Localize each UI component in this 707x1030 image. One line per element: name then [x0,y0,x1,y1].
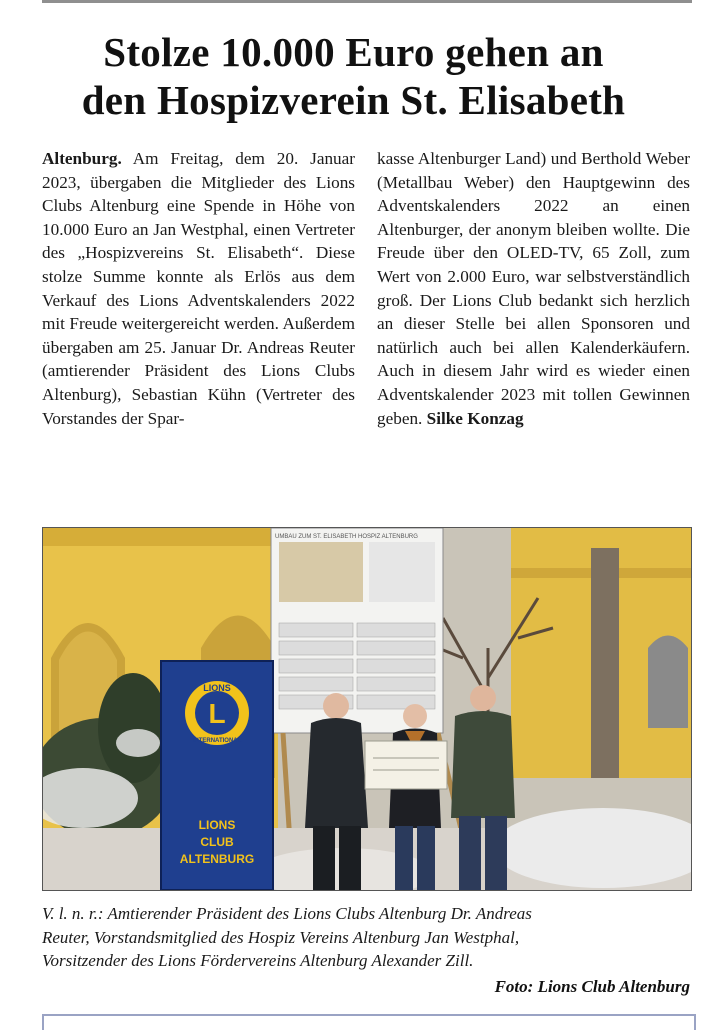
banner-text-2: CLUB [200,835,234,849]
article-headline [30,28,677,124]
column-2-text: kasse Altenburger Land) und Berthold Weber (Metallbau Weber) den Hauptgewinn des Adventskalenders 2022 an einen Altenburger, der anonym bleiben wollte. Die Freude über den OLED-TV, 65 Zoll, zum Wert von 2.000 Euro, war selbstverständlich groß. Der Lions Club bedankt sich herzlich an dieser Stelle bei allen Sponsoren und natürlich auch bei allen Kalenderkäufern. Auch in diesem Jahr wird es wieder einen Adventskalender 2023 mit tollen Gewinnen geben. [377,149,690,428]
article-column-right [377,147,690,430]
headline-line-1: Stolze 10.000 Euro gehen an [103,29,604,75]
photo-illustration [43,528,691,890]
article-column-left [42,147,355,430]
caption-line-3: Vorsitzender des Lions Fördervereins Altenburg Alexander Zill. [42,951,474,970]
headline-line-2: den Hospizverein St. Elisabeth [81,77,626,123]
banner-text-3: ALTENBURG [179,852,255,866]
column-1-text: Am Freitag, dem 20. Januar 2023, übergaben die Mitglieder des Lions Clubs Altenburg eine Spende in Höhe von 10.000 Euro an Jan Westphal, einen Vertreter des „Hospizvereins St. Elisabeth“. Diese stolze Summe konnte als Erlös aus dem Verkauf des Lions Adventskalenders 2022 mit Freude weitergereicht werden. Außerdem übergaben am 25. Januar Dr. Andreas Reuter (amtierender Präsident des Lions Clubs Altenburg), Sebastian Kühn (Vertreter des Vorstandes der Spar- [42,149,355,428]
banner-logo-lions: LIONS [203,683,231,693]
photo-credit: Foto: Lions Club Altenburg [494,977,690,996]
banner-text-1: LIONS [198,818,236,832]
next-article-frame [42,1014,696,1030]
banner-logo-international: INTERNATIONAL [192,738,242,744]
caption-line-2: Reuter, Vorstandsmitglied des Hospiz Vereins Altenburg Jan Westphal, [42,927,520,947]
photo-caption [42,902,690,973]
caption-line-1: V. l. n. r.: Amtierender Präsident des Lions Clubs Altenburg Dr. Andreas [42,904,532,923]
top-rule [42,0,692,3]
board-title: UMBAU ZUM ST. ELISABETH HOSPIZ ALTENBURG [275,534,418,540]
dateline: Altenburg. [42,149,122,168]
author-name: Silke Konzag [426,408,524,428]
banner-logo-letter: L [208,698,226,729]
article-photo [42,527,692,891]
